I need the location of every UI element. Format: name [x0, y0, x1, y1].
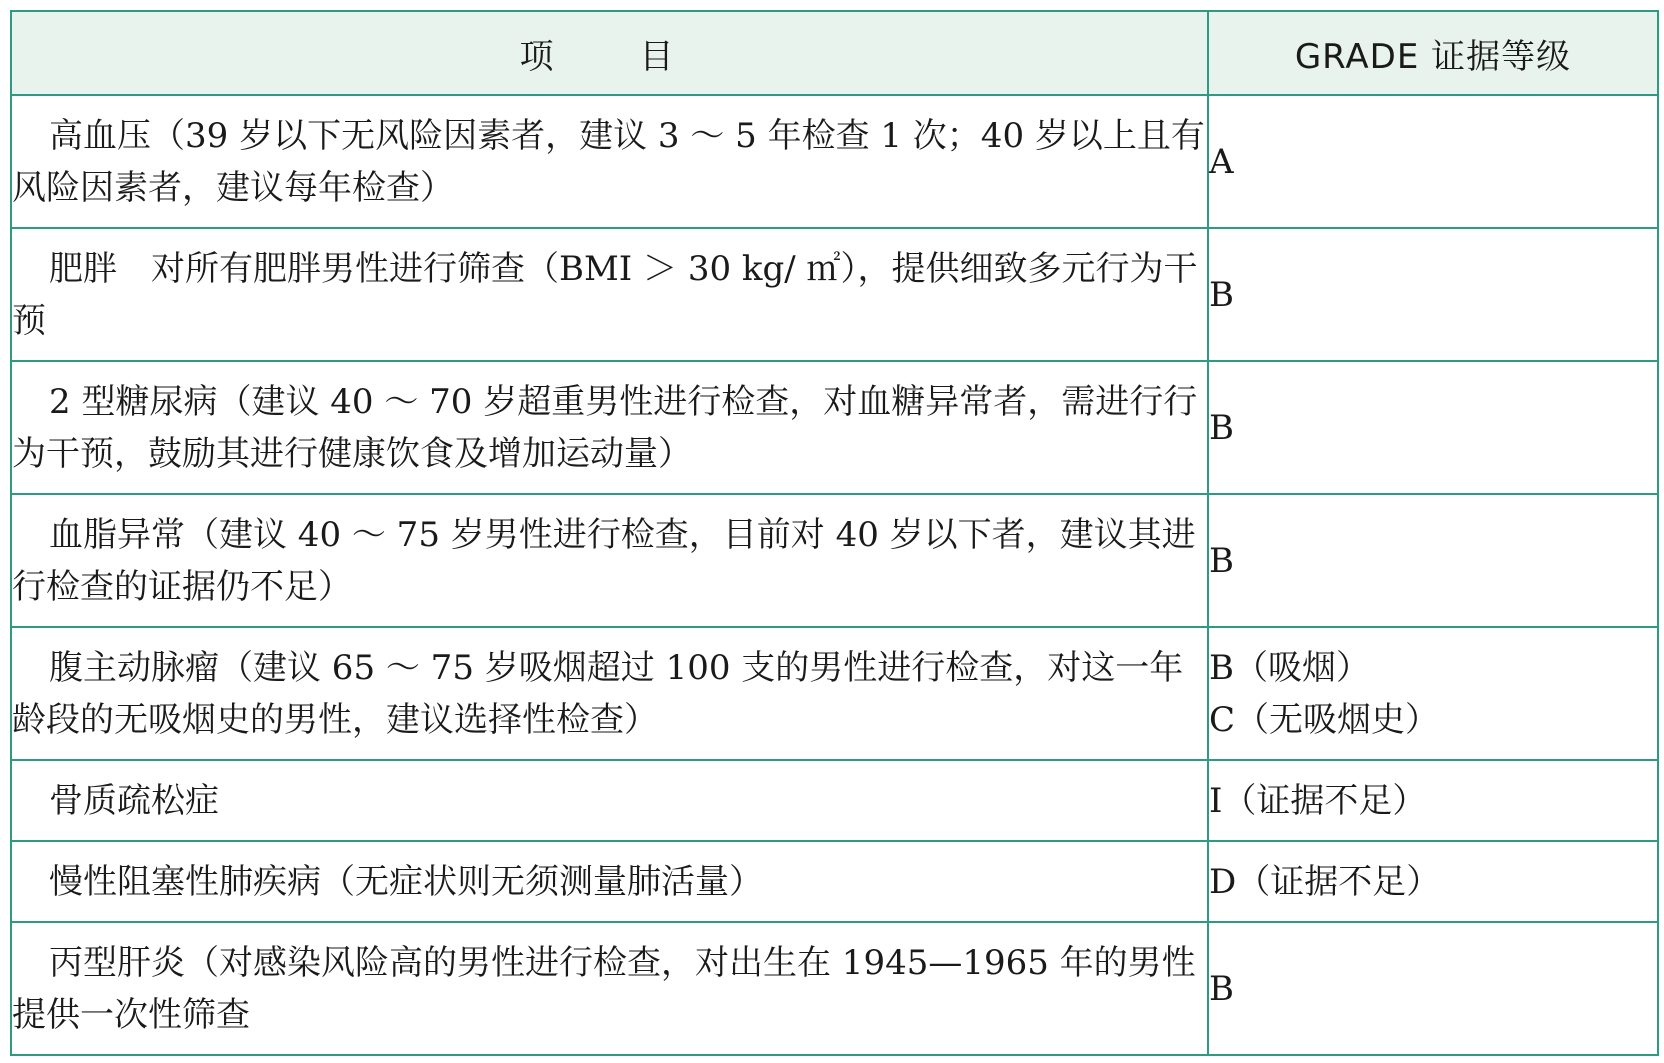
- grade-cell: [1208, 228, 1658, 361]
- grade-value: B: [1209, 968, 1234, 1009]
- grade-cell: [1208, 361, 1658, 494]
- table-row-obesity: [11, 228, 1658, 361]
- grade-cell: [1208, 841, 1658, 922]
- item-cell: 血脂异常（建议 40 ～ 75 岁男性进行检查，目前对 40 岁以下者，建议其进行检查的证据仍不足）: [11, 494, 1208, 627]
- table-row-copd: [11, 841, 1658, 922]
- grade-cell: [1208, 494, 1658, 627]
- table-row-dyslipidemia: [11, 494, 1658, 627]
- table-row-hypertension: [11, 95, 1658, 228]
- grade-cell: [1208, 922, 1658, 1055]
- item-cell: 丙型肝炎（对感染风险高的男性进行检查，对出生在 1945—1965 年的男性提供一次性筛查: [11, 922, 1208, 1055]
- grade-cell: [1208, 760, 1658, 841]
- item-cell: 2 型糖尿病（建议 40 ～ 70 岁超重男性进行检查，对血糖异常者，需进行行为干预，鼓励其进行健康饮食及增加运动量）: [11, 361, 1208, 494]
- grade-value: B（吸烟）: [1209, 647, 1370, 688]
- grade-cell: [1208, 95, 1658, 228]
- item-cell: 腹主动脉瘤（建议 65 ～ 75 岁吸烟超过 100 支的男性进行检查，对这一年龄段的无吸烟史的男性，建议选择性检查）: [11, 627, 1208, 760]
- grade-value: B: [1209, 540, 1234, 581]
- grade-value: I（证据不足）: [1209, 780, 1427, 821]
- grade-value: B: [1209, 274, 1234, 315]
- grade-value: B: [1209, 407, 1234, 448]
- grade-value: A: [1209, 141, 1234, 182]
- item-column-header: 项 目: [11, 11, 1208, 95]
- grade-value: C（无吸烟史）: [1209, 699, 1440, 740]
- table-header-row: [11, 11, 1658, 95]
- table-row-hepatitis-c: [11, 922, 1658, 1055]
- table-row-aortic-aneurysm: [11, 627, 1658, 760]
- screening-grade-table: [10, 10, 1659, 1056]
- grade-table-container: [10, 10, 1655, 1053]
- grade-value: D（证据不足）: [1209, 861, 1441, 902]
- item-cell: 慢性阻塞性肺疾病（无症状则无须测量肺活量）: [11, 841, 1208, 922]
- item-cell: 高血压（39 岁以下无风险因素者，建议 3 ～ 5 年检查 1 次；40 岁以上且有风险因素者，建议每年检查）: [11, 95, 1208, 228]
- table-row-osteoporosis: [11, 760, 1658, 841]
- item-cell: 肥胖 对所有肥胖男性进行筛查（BMI ＞ 30 kg/ ㎡），提供细致多元行为干预: [11, 228, 1208, 361]
- item-cell: 骨质疏松症: [11, 760, 1208, 841]
- table-row-diabetes: [11, 361, 1658, 494]
- grade-cell: [1208, 627, 1658, 760]
- grade-column-header: GRADE 证据等级: [1208, 11, 1658, 95]
